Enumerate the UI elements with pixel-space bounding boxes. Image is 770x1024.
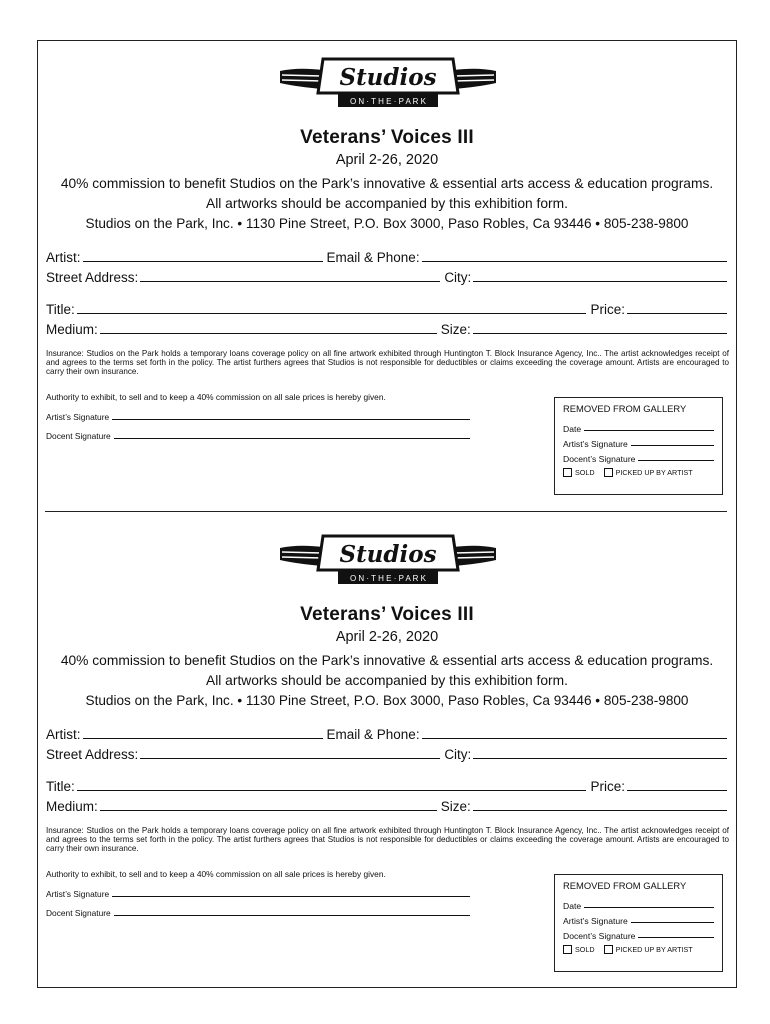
accompany-note: All artworks should be accompanied by this exhibition form.: [206, 673, 568, 688]
authority-text: Authority to exhibit, to sell and to keep a 40% commission on all sale prices is hereby given.: [46, 869, 386, 879]
artist-signature-field[interactable]: [112, 419, 470, 420]
removed-artist-signature-field[interactable]: [631, 445, 714, 446]
email-phone-field[interactable]: [422, 261, 727, 262]
studios-logo: [268, 530, 508, 592]
insurance-text: Insurance: Studios on the Park holds a temporary loans coverage policy on all fine artwork exhibited through Huntington T. Block Insurance Agency, Inc.. The artist acknowledges receipt of and agrees to the terms set forth in the policy. The artist furthers agrees that Studios is not responsible for deductibles or claims exceeding the coverage amount. Artists are encouraged to carry their own insurance.: [46, 349, 729, 376]
removed-docent-signature-row: [563, 926, 714, 941]
docent-signature-field[interactable]: [114, 438, 470, 439]
picked-up-checkbox[interactable]: [604, 468, 613, 477]
street-field[interactable]: [140, 281, 440, 282]
removed-artist-signature-row: [563, 434, 714, 449]
event-title: Veterans’ Voices III: [300, 604, 474, 625]
removed-checkboxes: [563, 468, 714, 477]
removed-artist-signature-label: Artist’s Signature: [563, 439, 628, 449]
organization-address: Studios on the Park, Inc. • 1130 Pine Street, P.O. Box 3000, Paso Robles, Ca 93446 • 805-238-9800: [85, 216, 689, 231]
city-field[interactable]: [473, 758, 727, 759]
artist-row: [46, 724, 727, 742]
removed-docent-signature-field[interactable]: [638, 937, 714, 938]
artist-field[interactable]: [83, 261, 323, 262]
artist-signature-label: Artist’s Signature: [46, 412, 110, 422]
removed-artist-signature-field[interactable]: [631, 922, 714, 923]
docent-signature-label: Docent Signature: [46, 431, 111, 441]
street-row: [46, 744, 727, 762]
sold-checkbox[interactable]: [563, 945, 572, 954]
cut-divider: [45, 511, 727, 512]
city-label: City:: [444, 270, 472, 285]
removed-docent-signature-field[interactable]: [638, 460, 714, 461]
docent-signature-label: Docent Signature: [46, 908, 111, 918]
city-label: City:: [444, 747, 472, 762]
price-field[interactable]: [627, 313, 727, 314]
removed-artist-signature-row: [563, 911, 714, 926]
title-field[interactable]: [77, 313, 587, 314]
authority-text: Authority to exhibit, to sell and to keep a 40% commission on all sale prices is hereby given.: [46, 392, 386, 402]
commission-note: 40% commission to benefit Studios on the Park’s innovative & essential arts access & education programs.: [60, 176, 714, 191]
email-phone-field[interactable]: [422, 738, 727, 739]
price-label: Price:: [590, 302, 625, 317]
size-label: Size:: [440, 322, 471, 337]
medium-row: [46, 796, 727, 814]
medium-field[interactable]: [100, 333, 437, 334]
email-phone-label: Email & Phone:: [326, 250, 420, 265]
artist-signature-row: [46, 412, 470, 422]
event-dates: April 2-26, 2020: [335, 152, 439, 168]
artist-row: [46, 247, 727, 265]
street-label: Street Address:: [46, 270, 139, 285]
picked-up-option: [604, 468, 693, 477]
size-label: Size:: [440, 799, 471, 814]
picked-up-checkbox[interactable]: [604, 945, 613, 954]
removed-date-field[interactable]: [584, 430, 714, 431]
sold-label: SOLD: [575, 468, 595, 477]
removed-from-gallery-box: [554, 397, 723, 495]
removed-from-gallery-box: [554, 874, 723, 972]
artist-label: Artist:: [46, 727, 81, 742]
artist-signature-row: [46, 889, 470, 899]
medium-row: [46, 319, 727, 337]
removed-date-row: [563, 896, 714, 911]
removed-artist-signature-label: Artist’s Signature: [563, 916, 628, 926]
title-label: Title:: [46, 302, 75, 317]
medium-label: Medium:: [46, 799, 98, 814]
title-label: Title:: [46, 779, 75, 794]
logo-subtext: O N · T H E · P A R K: [349, 97, 427, 106]
street-field[interactable]: [140, 758, 440, 759]
email-phone-label: Email & Phone:: [326, 727, 420, 742]
accompany-note: All artworks should be accompanied by this exhibition form.: [206, 196, 568, 211]
removed-header: REMOVED FROM GALLERY: [563, 403, 687, 414]
removed-checkboxes: [563, 945, 714, 954]
removed-docent-signature-label: Docent’s Signature: [563, 454, 636, 464]
organization-address: Studios on the Park, Inc. • 1130 Pine Street, P.O. Box 3000, Paso Robles, Ca 93446 • 805-238-9800: [85, 693, 689, 708]
picked-up-label: PICKED UP BY ARTIST: [615, 468, 693, 477]
docent-signature-row: [46, 908, 470, 918]
title-row: [46, 776, 727, 794]
medium-label: Medium:: [46, 322, 98, 337]
logo-script: Studios: [339, 64, 437, 91]
event-title: Veterans’ Voices III: [300, 127, 474, 148]
street-row: [46, 267, 727, 285]
docent-signature-row: [46, 431, 470, 441]
sold-option: [563, 468, 595, 477]
removed-date-field[interactable]: [584, 907, 714, 908]
studios-logo: [268, 53, 508, 115]
removed-header: REMOVED FROM GALLERY: [563, 880, 687, 891]
artist-field[interactable]: [83, 738, 323, 739]
title-row: [46, 299, 727, 317]
picked-up-label: PICKED UP BY ARTIST: [615, 945, 693, 954]
size-field[interactable]: [473, 810, 727, 811]
size-field[interactable]: [473, 333, 727, 334]
medium-field[interactable]: [100, 810, 437, 811]
artist-label: Artist:: [46, 250, 81, 265]
logo-subtext: O N · T H E · P A R K: [349, 574, 427, 583]
commission-note: 40% commission to benefit Studios on the Park’s innovative & essential arts access & education programs.: [60, 653, 714, 668]
sold-checkbox[interactable]: [563, 468, 572, 477]
removed-date-label: Date: [563, 424, 582, 434]
sold-option: [563, 945, 595, 954]
removed-date-label: Date: [563, 901, 582, 911]
sold-label: SOLD: [575, 945, 595, 954]
removed-date-row: [563, 419, 714, 434]
removed-docent-signature-row: [563, 449, 714, 464]
docent-signature-field[interactable]: [114, 915, 470, 916]
city-field[interactable]: [473, 281, 727, 282]
event-dates: April 2-26, 2020: [335, 629, 439, 645]
logo-script: Studios: [339, 541, 437, 568]
price-field[interactable]: [627, 790, 727, 791]
artist-signature-field[interactable]: [112, 896, 470, 897]
removed-docent-signature-label: Docent’s Signature: [563, 931, 636, 941]
street-label: Street Address:: [46, 747, 139, 762]
picked-up-option: [604, 945, 693, 954]
title-field[interactable]: [77, 790, 587, 791]
artist-signature-label: Artist’s Signature: [46, 889, 110, 899]
price-label: Price:: [590, 779, 625, 794]
insurance-text: Insurance: Studios on the Park holds a temporary loans coverage policy on all fine artwork exhibited through Huntington T. Block Insurance Agency, Inc.. The artist acknowledges receipt of and agrees to the terms set forth in the policy. The artist furthers agrees that Studios is not responsible for deductibles or claims exceeding the coverage amount. Artists are encouraged to carry their own insurance.: [46, 826, 729, 853]
